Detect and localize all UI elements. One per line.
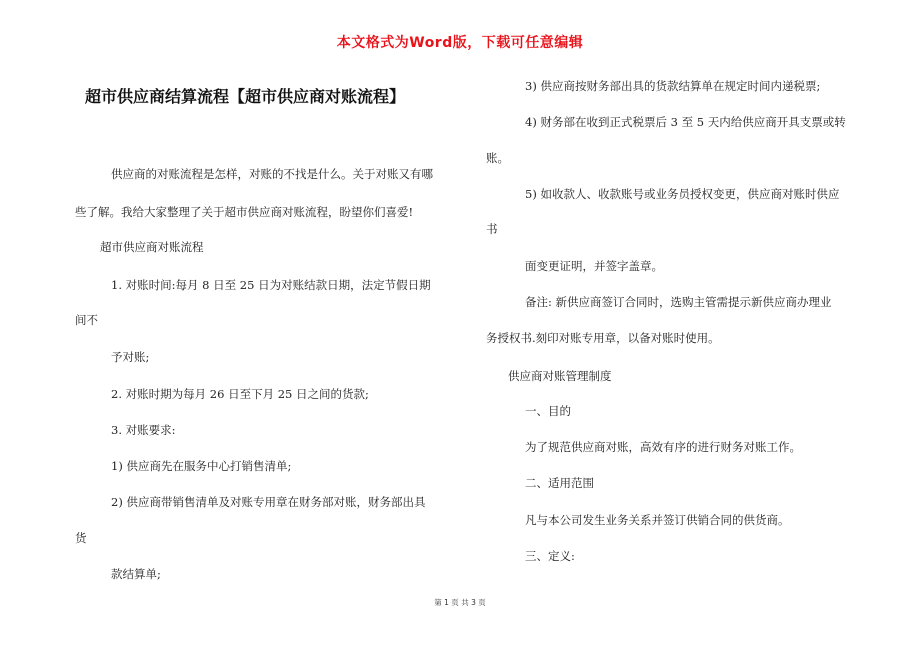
paragraph-line: 款结算单; [111,567,161,581]
paragraph-line: 供应商的对账流程是怎样，对账的不找是什么。关于对账又有哪 [111,167,433,181]
section-heading: 一、目的 [525,404,571,418]
paragraph-line: 2) 供应商带销售清单及对账专用章在财务部对账，财务部出具 [111,495,426,509]
paragraph-line: 予对账; [111,350,150,364]
paragraph-line: 3. 对账要求: [111,423,176,437]
paragraph-line: 货 [75,531,87,545]
paragraph-line: 书 [486,222,498,236]
paragraph-line: 4) 财务部在收到正式税票后 3 至 5 天内给供应商开具支票或转 [525,115,846,129]
section-heading: 二、适用范围 [525,476,594,490]
paragraph-line: 2. 对账时期为每月 26 日至下月 25 日之间的货款; [111,387,369,401]
section-heading: 超市供应商对账流程 [100,240,204,254]
paragraph-line: 些了解。我给大家整理了关于超市供应商对账流程，盼望你们喜爱! [75,205,414,219]
section-heading: 供应商对账管理制度 [508,369,612,383]
paragraph-line: 务授权书.刻印对账专用章，以备对账时使用。 [486,331,720,345]
paragraph-line: 5) 如收款人、收款账号或业务员授权变更，供应商对账时供应 [525,187,840,201]
paragraph-line: 间不 [75,313,98,327]
word-format-banner: 本文格式为Word版，下载可任意编辑 [336,35,584,51]
paragraph-line: 备注: 新供应商签订合同时，选购主管需提示新供应商办理业 [525,295,832,309]
section-heading: 三、定义: [525,549,575,563]
paragraph-line: 1) 供应商先在服务中心打销售清单; [111,459,292,473]
paragraph-line: 凡与本公司发生业务关系并签订供销合同的供货商。 [525,513,790,527]
paragraph-line: 1. 对账时间:每月 8 日至 25 日为对账结款日期，法定节假日期 [111,278,431,292]
page-number-footer: 第 1 页 共 3 页 [434,598,486,607]
paragraph-line: 账。 [486,151,509,165]
paragraph-line: 面变更证明，并签字盖章。 [525,259,663,273]
paragraph-line: 为了规范供应商对账，高效有序的进行财务对账工作。 [525,440,801,454]
document-title: 超市供应商结算流程【超市供应商对账流程】 [85,87,406,106]
paragraph-line: 3) 供应商按财务部出具的货款结算单在规定时间内递税票; [525,79,821,93]
